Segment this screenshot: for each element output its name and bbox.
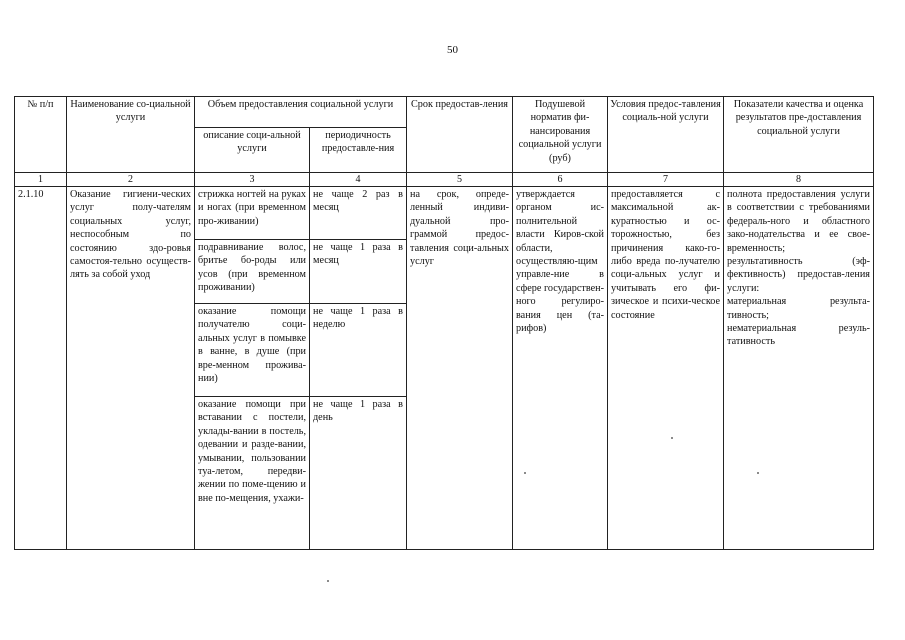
column-number: 8 <box>724 173 874 187</box>
quality-item: полнота предоставления услуги в соответствии с требованиями федераль-ного и областного зако-нодательства и ее свое-временность; <box>727 189 870 254</box>
header-periodicity: периодичность предоставле-ния <box>310 128 407 173</box>
column-number: 7 <box>608 173 724 187</box>
column-number: 5 <box>407 173 513 187</box>
service-term: на срок, опреде-ленный индиви-дуальной про-граммой предос-тавления соци-альных услуг <box>407 187 513 550</box>
subservice-description: стрижка ногтей на руках и ногах (при временном про-живании) <box>195 187 310 240</box>
subservice-periodicity: не чаще 1 раза в неделю <box>310 304 407 397</box>
social-services-table <box>14 96 874 550</box>
column-number: 3 <box>195 173 310 187</box>
scan-speck <box>671 437 673 439</box>
scan-speck <box>757 472 759 474</box>
header-number: № п/п <box>15 97 67 173</box>
header-conditions: Условия предос-тавления социаль-ной услуги <box>608 97 724 173</box>
quality-item: материальная результа-тивность; <box>727 296 870 321</box>
subservice-periodicity: не чаще 2 раз в месяц <box>310 187 407 240</box>
header-term: Срок предостав-ления <box>407 97 513 173</box>
scan-speck <box>327 580 329 582</box>
quality-item: результативность (эф-фективность) предостав-ления услуги: <box>727 256 870 294</box>
subservice-periodicity: не чаще 1 раза в месяц <box>310 240 407 304</box>
header-description: описание соци-альной услуги <box>195 128 310 173</box>
subservice-description: подравнивание волос, бритье бо-роды или усов (при временном проживании) <box>195 240 310 304</box>
service-name: Оказание гигиени-ческих услуг полу-чателям социальных услуг, неспособным по состоянию здо-ровья самостоя-тельно осуществ-лять за собой уход <box>67 187 195 550</box>
column-number: 1 <box>15 173 67 187</box>
header-funding-norm: Подушевой норматив фи-нансирования социальной услуги (руб) <box>513 97 608 173</box>
page-number: 50 <box>447 44 458 56</box>
subservice-periodicity: не чаще 1 раза в день <box>310 397 407 550</box>
scan-speck <box>524 472 526 474</box>
subservice-description: оказание помощи получателю соци-альных услуг в помывке в ванне, в душе (при вре-менном прожива-нии) <box>195 304 310 397</box>
column-number: 4 <box>310 173 407 187</box>
header-volume: Объем предоставления социальной услуги <box>195 97 407 128</box>
quality-item: нематериальная резуль-тативность <box>727 323 870 348</box>
column-number: 2 <box>67 173 195 187</box>
table-row <box>15 187 874 240</box>
service-conditions: предоставляется с максимальной ак-куратностью и ос-торожностью, без причинения како-го-либо вреда по-лучателю соци-альных услуг и учитывать его фи-зическое и психи-ческое состояние <box>608 187 724 550</box>
row-number: 2.1.10 <box>15 187 67 550</box>
quality-indicators <box>724 187 874 550</box>
column-number: 6 <box>513 173 608 187</box>
subservice-description: оказание помощи при вставании с постели, уклады-вании в постель, одевании и разде-вании, умывании, пользовании туа-летом, передви-жении по поме-щению и вне по-мещения, ухажи- <box>195 397 310 550</box>
column-numbers-row <box>15 173 874 187</box>
funding-norm: утверждается органом ис-полнительной власти Киров-ской области, осуществляю-щим управле-ние в сфере государствен-ного регулиро-вания цен (та-рифов) <box>513 187 608 550</box>
header-quality-indicators: Показатели качества и оценка результатов пре-доставления социальной услуги <box>724 97 874 173</box>
header-service-name: Наименование со-циальной услуги <box>67 97 195 173</box>
